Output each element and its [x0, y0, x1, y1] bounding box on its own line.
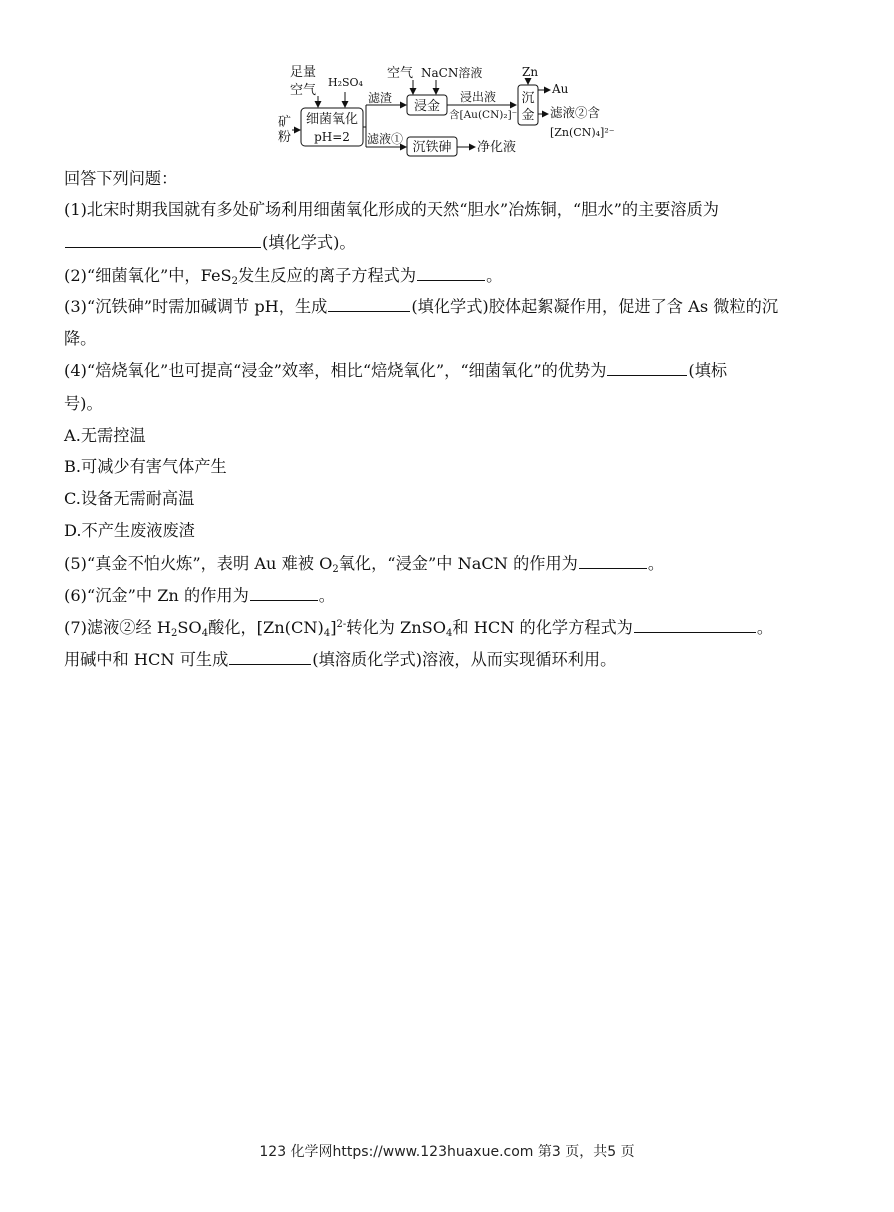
ore-label: 粉 — [278, 130, 292, 145]
residue-label: 滤渣 — [368, 91, 393, 105]
question-1: (1)北宋时期我国就有多处矿场利用细菌氧化形成的天然“胆水”冶炼铜，“胆水”的主要溶质为 — [64, 200, 719, 219]
acid-label: H₂SO₄ — [328, 76, 363, 89]
answer-blank[interactable] — [328, 296, 410, 312]
clean-label: 净化液 — [477, 140, 517, 155]
air2-label: 空气 — [387, 66, 414, 81]
question-6: (6)“沉金”中 Zn 的作用为 。 — [64, 586, 335, 605]
answer-blank[interactable] — [417, 265, 485, 281]
sink-gold-label: 金 — [521, 108, 535, 123]
bio-oxidation-label: 细菌氧化 — [305, 112, 359, 127]
answer-blank[interactable] — [607, 360, 687, 376]
arsenic-label: 沉铁砷 — [412, 140, 452, 155]
au-label: Au — [552, 82, 569, 96]
ph-label: pH=2 — [314, 130, 350, 144]
air-label: 空气 — [290, 83, 317, 98]
question-4: (4)“焙烧氧化”也可提高“浸金”效率，相比“焙烧氧化”，“细菌氧化”的优势为 (填标 — [64, 361, 728, 380]
question-3-cont: 降。 — [64, 329, 97, 348]
option-a: A.无需控温 — [64, 426, 146, 445]
answer-blank[interactable] — [229, 649, 311, 665]
ore-label: 矿 — [278, 115, 292, 130]
leach-label: 浸金 — [413, 99, 441, 114]
nacn-label: NaCN溶液 — [421, 66, 483, 80]
answer-blank[interactable] — [65, 232, 261, 248]
filtrate2-label: 滤液②含 — [550, 105, 601, 120]
leachate-label: 浸出液 — [460, 90, 497, 104]
filtrate1-label: 滤液① — [367, 132, 404, 146]
option-c: C.设备无需耐高温 — [64, 489, 195, 508]
sink-gold-label: 沉 — [521, 91, 535, 106]
question-4-cont: 号)。 — [64, 394, 103, 413]
answer-blank[interactable] — [634, 617, 756, 633]
answer-blank[interactable] — [250, 585, 318, 601]
question-1-cont: (填化学式)。 — [64, 232, 356, 254]
question-3: (3)“沉铁砷”时需加碱调节 pH，生成 (填化学式)胶体起絮凝作用，促进了含 As 微粒的沉 — [64, 297, 779, 316]
page-footer: 123 化学网https://www.123huaxue.com 第3 页，共5 页 — [259, 1144, 635, 1160]
leachate-contains-label: 含[Au(CN)₂]⁻ — [449, 109, 518, 121]
question-5: (5)“真金不怕火炼”，表明 Au 难被 $O_2$氧化，“浸金”中 NaCN 的作用为 。 — [64, 554, 665, 575]
process-flowchart — [270, 60, 630, 160]
air-label: 足量 — [290, 65, 317, 80]
option-d: D.不产生废液废渣 — [64, 521, 195, 540]
zn-label: Zn — [522, 65, 539, 79]
question-2: (2)“细菌氧化”中，FeS$_2$发生反应的离子方程式为 。 — [64, 266, 503, 287]
option-b: B.可减少有害气体产生 — [64, 457, 227, 476]
question-7: (7)滤液②经 $H_2SO_4$酸化，$[Zn(CN)_4]^{2-}$转化为 ZnSO$_4$和 HCN 的化学方程式为 。 — [64, 618, 774, 639]
zn-complex-label: [Zn(CN)₄]²⁻ — [550, 126, 615, 139]
intro-text: 回答下列问题： — [64, 169, 178, 188]
answer-blank[interactable] — [579, 553, 647, 569]
question-7-cont: 用碱中和 HCN 可生成 (填溶质化学式)溶液，从而实现循环利用。 — [64, 650, 617, 669]
